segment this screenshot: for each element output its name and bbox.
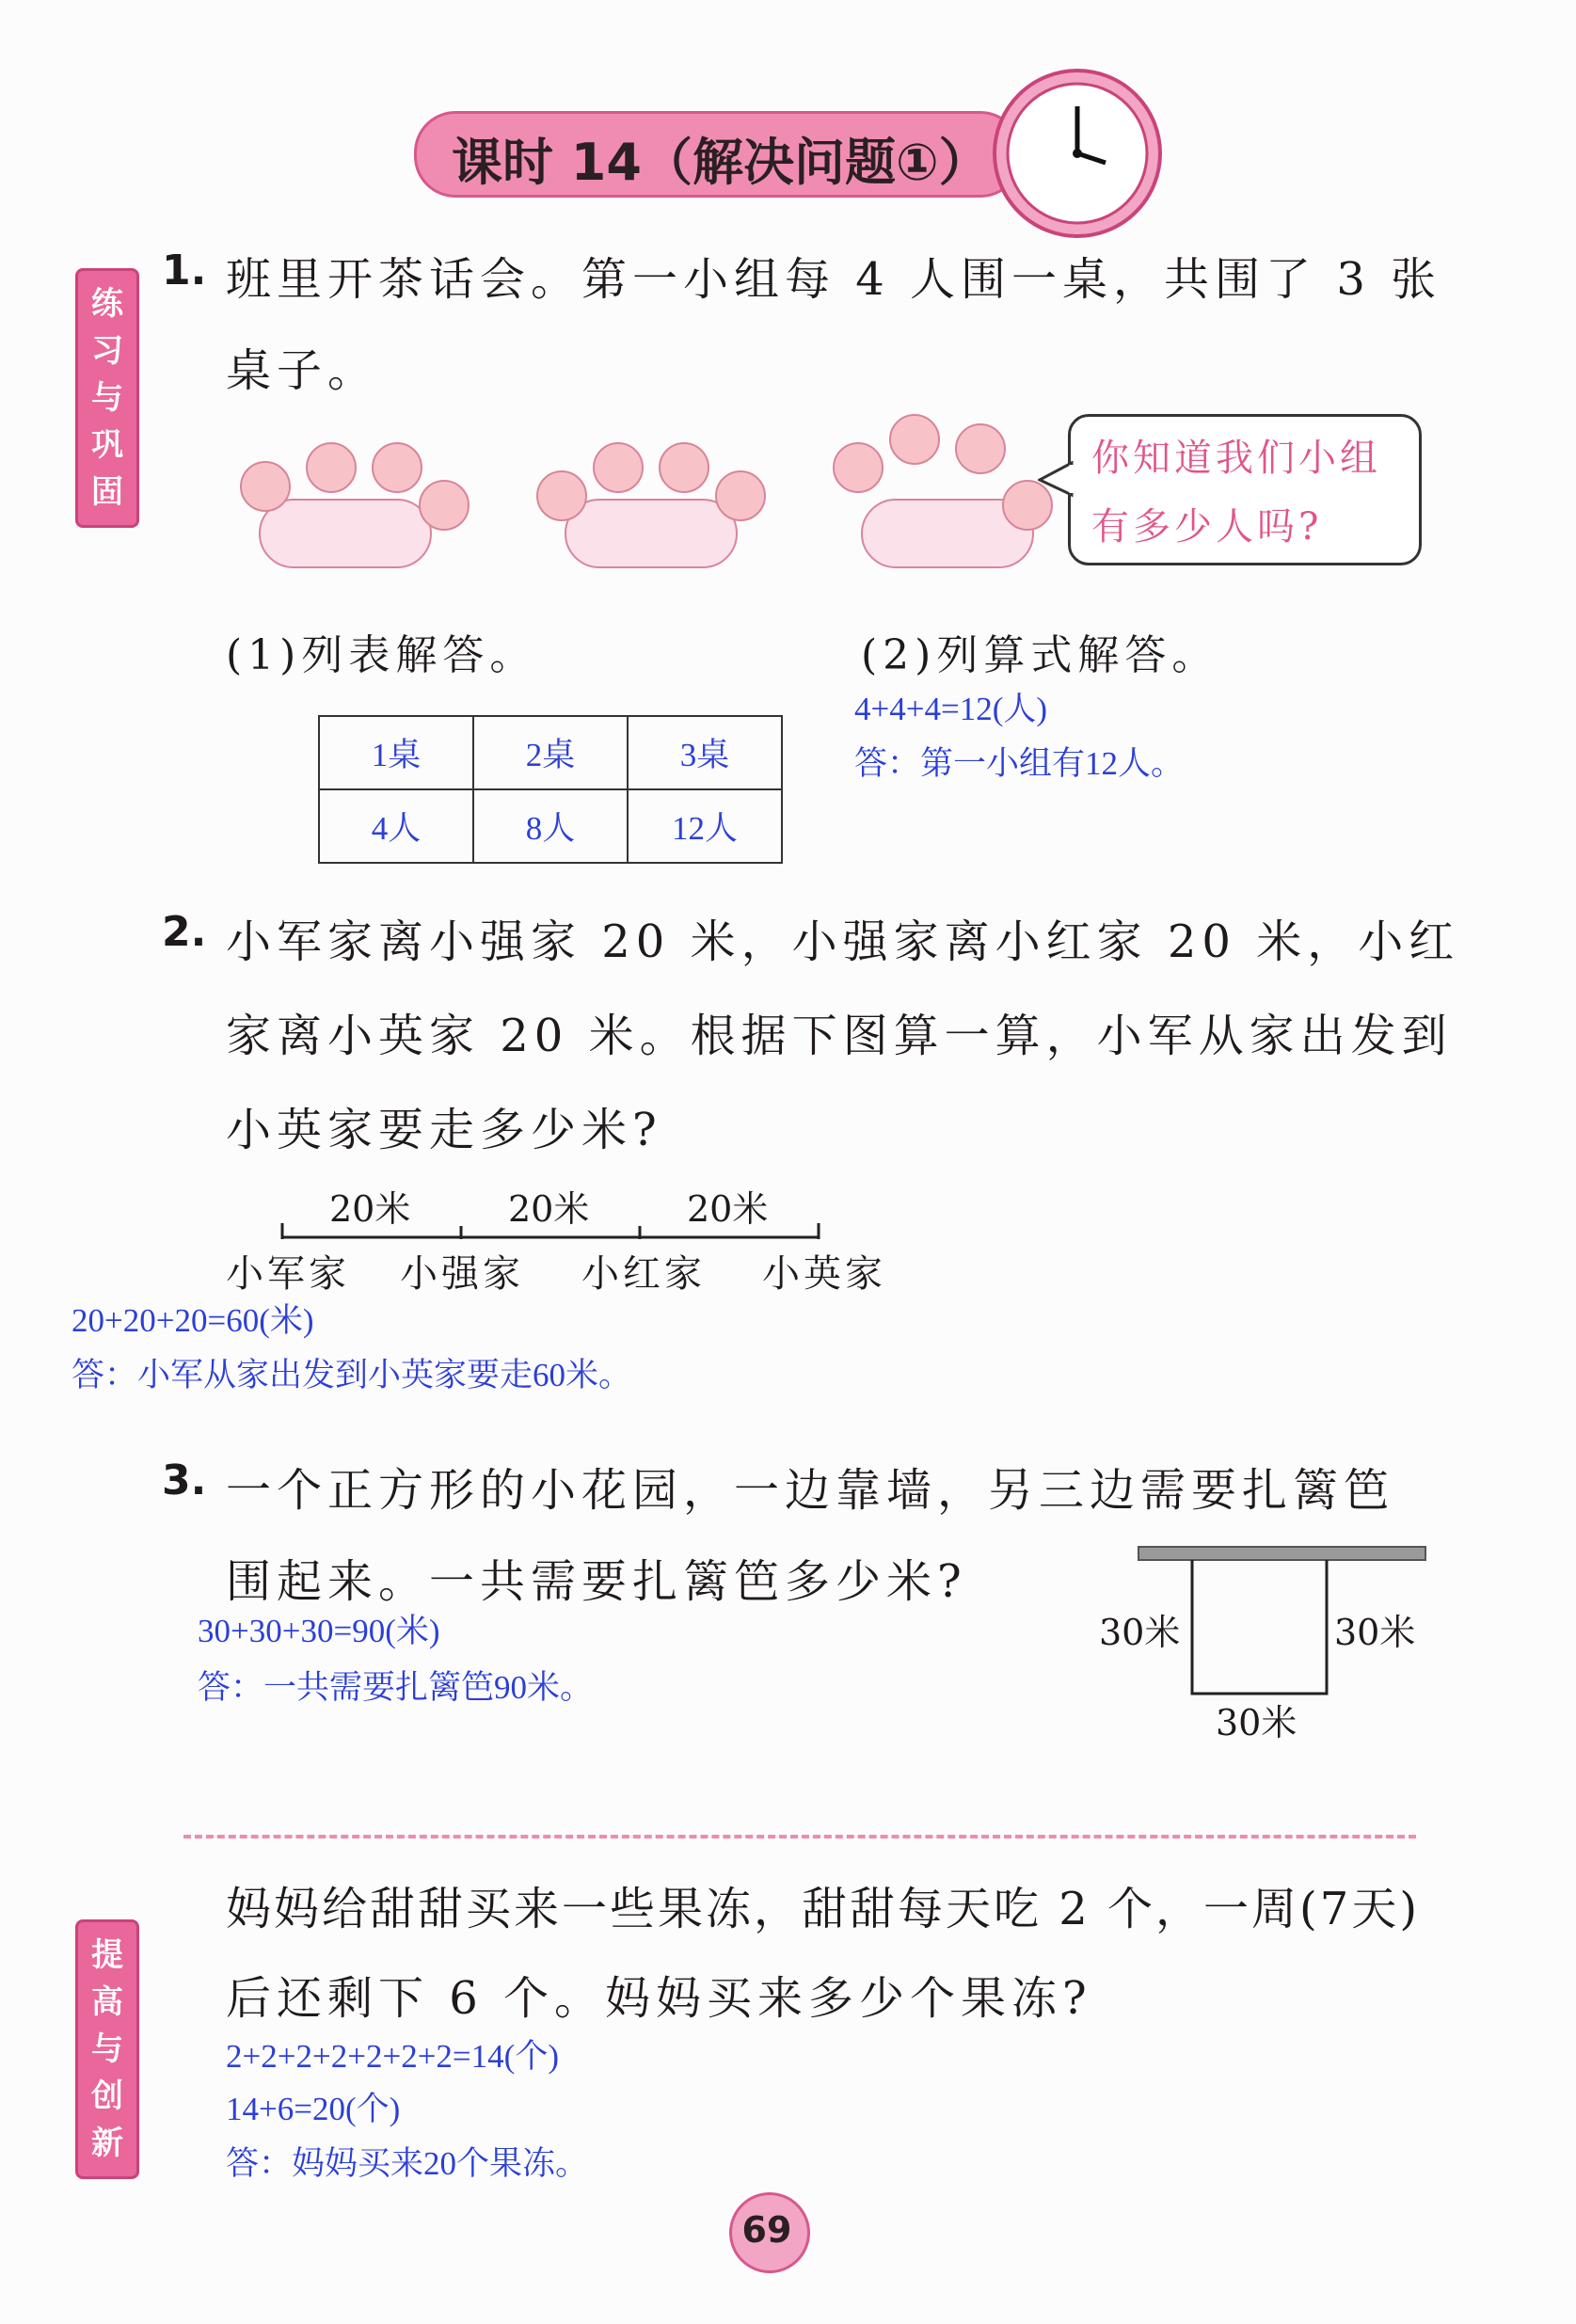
q1-text-line1: 班里开茶话会。第一小组每 4 人围一桌，共围了 3 张 — [226, 253, 1442, 306]
q3-answer-line2: 答：一共需要扎篱笆90米。 — [198, 1669, 594, 1706]
kids-table-illustration-3 — [814, 405, 1059, 583]
table-row — [319, 789, 782, 863]
q2-text-line3: 小英家要走多少米? — [226, 1104, 662, 1156]
q1-answer-line1: 4+4+4=12(人) — [854, 691, 1048, 727]
table-cell: 3桌 — [628, 716, 782, 789]
garden-right-label: 30米 — [1334, 1612, 1416, 1653]
table-row — [319, 716, 782, 789]
ext-text-line1: 妈妈给甜甜买来一些果冻，甜甜每天吃 2 个，一周(7天) — [226, 1883, 1421, 1935]
segment-label-1: 20米 — [329, 1188, 411, 1230]
q2-answer-line1: 20+20+20=60(米) — [72, 1302, 314, 1339]
q2-text-line2: 家离小英家 20 米。根据下图算一算，小军从家出发到 — [226, 1010, 1453, 1062]
speech-bubble-tail — [1038, 461, 1075, 499]
segment-label-2: 20米 — [508, 1188, 590, 1230]
q1-part1-label: (1)列表解答。 — [226, 631, 537, 679]
table-cell: 8人 — [473, 789, 628, 863]
clock-icon — [988, 64, 1167, 243]
bubble-line1: 你知道我们小组 — [1091, 437, 1381, 480]
q3-text-line2: 围起来。一共需要扎篱笆多少米? — [226, 1555, 967, 1608]
table-cell: 12人 — [628, 789, 782, 863]
bubble-line2: 有多少人吗? — [1091, 505, 1323, 549]
kids-table-illustration-2 — [527, 433, 772, 583]
q3-answer-line1: 30+30+30=90(米) — [198, 1613, 440, 1649]
q1-text-line2: 桌子。 — [226, 344, 379, 397]
table-cell: 2桌 — [473, 716, 628, 789]
place-label-2: 小强家 — [400, 1252, 524, 1296]
q2-text-line1: 小军家离小强家 20 米，小强家离小红家 20 米，小红 — [226, 915, 1460, 968]
table-cell: 1桌 — [319, 716, 473, 789]
ext-text-line2: 后还剩下 6 个。妈妈买来多少个果冻? — [226, 1972, 1092, 2025]
page-title: 课时 14（解决问题①） — [452, 133, 990, 192]
place-label-4: 小英家 — [762, 1252, 886, 1296]
q1-answer-line2: 答：第一小组有12人。 — [854, 745, 1185, 782]
place-label-3: 小红家 — [581, 1252, 706, 1296]
segment-label-3: 20米 — [687, 1188, 769, 1230]
table-cell: 4人 — [319, 789, 473, 863]
q2-number: 2. — [162, 908, 207, 956]
garden-left-label: 30米 — [1099, 1612, 1181, 1653]
improve-banner: 提高与创新 — [75, 1919, 139, 2179]
place-label-1: 小军家 — [226, 1252, 350, 1296]
ext-answer-line1: 2+2+2+2+2+2+2=14(个) — [226, 2038, 559, 2075]
q2-answer-line2: 答：小军从家出发到小英家要走60米。 — [72, 1357, 632, 1393]
q1-number: 1. — [162, 247, 207, 294]
practice-banner: 练习与巩固 — [75, 268, 139, 528]
q3-text-line1: 一个正方形的小花园，一边靠墙，另三边需要扎篱笆 — [226, 1464, 1395, 1517]
section-divider — [183, 1835, 1416, 1839]
q1-answer-table — [318, 715, 783, 864]
q1-part2-label: (2)列算式解答。 — [861, 631, 1219, 679]
ext-answer-line2: 14+6=20(个) — [226, 2091, 401, 2127]
garden-bottom-label: 30米 — [1216, 1702, 1297, 1743]
q3-number: 3. — [162, 1456, 207, 1504]
ext-answer-line3: 答：妈妈买来20个果冻。 — [226, 2145, 589, 2182]
page-number: 69 — [741, 2209, 792, 2251]
kids-table-illustration-1 — [221, 433, 466, 583]
